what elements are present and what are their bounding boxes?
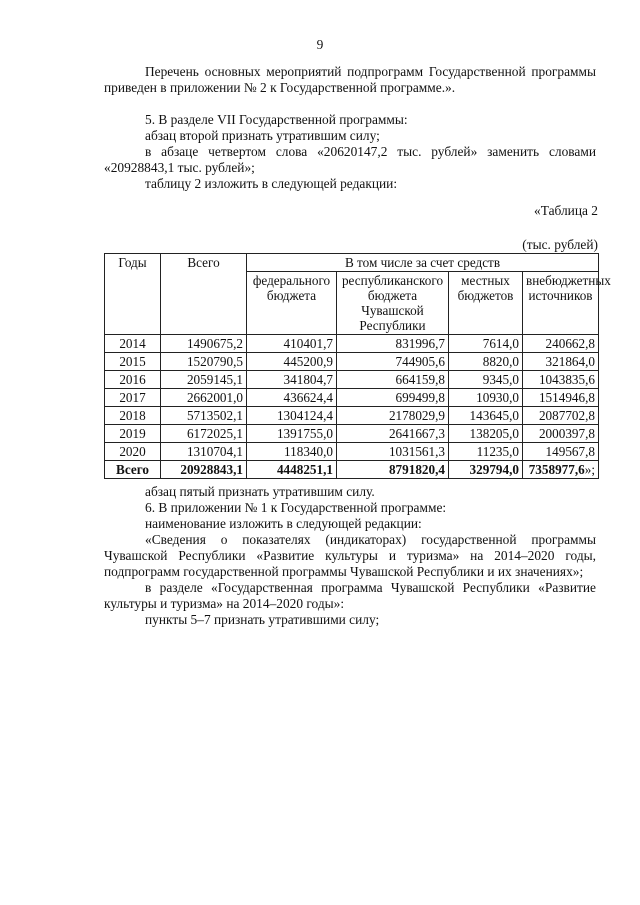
cell-republic: 2641667,3 — [337, 425, 449, 443]
section-6-item-b: «Сведения о показателях (индикаторах) государственной программы Чувашской Республики «Развитие культуры и туризма» на 2014–2020 годы, подпрограмм государственной программы Чувашской Республики и их значениях»; — [104, 532, 596, 579]
closing-quote: »; — [584, 462, 595, 477]
header-years: Годы — [105, 254, 161, 335]
cell-republic: 2178029,9 — [337, 407, 449, 425]
section-5-item-c: таблицу 2 изложить в следующей редакции: — [145, 176, 398, 191]
cell-federal: 4448251,1 — [247, 461, 337, 479]
cell-local: 7614,0 — [449, 335, 523, 353]
section-5-item-b: в абзаце четвертом слова «20620147,2 тыс. рублей» заменить словами «20928843,1 тыс. рублей»; — [104, 144, 596, 175]
table-row — [105, 353, 599, 371]
section-5-heading: 5. В разделе VII Государственной программы: — [145, 112, 408, 127]
section-5-item-a: абзац второй признать утратившим силу; — [145, 128, 380, 143]
header-republic: республиканского бюджета Чувашской Республики — [337, 272, 449, 335]
cell-federal: 1304124,4 — [247, 407, 337, 425]
table-row — [105, 371, 599, 389]
cell-federal: 341804,7 — [247, 371, 337, 389]
cell-total: 1520790,5 — [161, 353, 247, 371]
cell-republic: 699499,8 — [337, 389, 449, 407]
budget-table — [104, 253, 611, 479]
cell-offbudget: 149567,8 — [523, 443, 599, 461]
table-row — [105, 335, 599, 353]
cell-local: 9345,0 — [449, 371, 523, 389]
cell-offbudget: 2087702,8 — [523, 407, 599, 425]
cell-total: 1490675,2 — [161, 335, 247, 353]
header-local: местных бюджетов — [449, 272, 523, 335]
cell-local: 11235,0 — [449, 443, 523, 461]
section-6-item-c: в разделе «Государственная программа Чувашской Республики «Развитие культуры и туризма» на 2014–2020 годы»: — [104, 580, 596, 611]
table-label: «Таблица 2 — [534, 203, 598, 218]
cell-republic: 831996,7 — [337, 335, 449, 353]
cell-total: 2059145,1 — [161, 371, 247, 389]
cell-offbudget-total — [523, 461, 599, 479]
cell-local: 138205,0 — [449, 425, 523, 443]
table-row — [105, 407, 599, 425]
cell-year: 2020 — [105, 443, 161, 461]
cell-republic: 664159,8 — [337, 371, 449, 389]
header-including: В том числе за счет средств — [247, 254, 599, 272]
cell-year: 2017 — [105, 389, 161, 407]
intro-block — [104, 64, 596, 96]
cell-year: 2014 — [105, 335, 161, 353]
section-6-block — [104, 484, 596, 628]
section-6-item-a: наименование изложить в следующей редакции: — [145, 516, 422, 531]
cell-republic: 8791820,4 — [337, 461, 449, 479]
cell-offbudget: 321864,0 — [523, 353, 599, 371]
cell-local: 329794,0 — [449, 461, 523, 479]
cell-local: 143645,0 — [449, 407, 523, 425]
section-5-block — [104, 112, 596, 192]
cell-federal: 118340,0 — [247, 443, 337, 461]
table-units: (тыс. рублей) — [522, 237, 598, 252]
cell-year: 2016 — [105, 371, 161, 389]
cell-republic: 1031561,3 — [337, 443, 449, 461]
cell-federal: 1391755,0 — [247, 425, 337, 443]
header-federal: федерального бюджета — [247, 272, 337, 335]
cell-year: Всего — [105, 461, 161, 479]
cell-federal: 436624,4 — [247, 389, 337, 407]
header-total: Всего — [161, 254, 247, 335]
cell-total: 6172025,1 — [161, 425, 247, 443]
page-number: 9 — [316, 37, 324, 52]
cell-year: 2015 — [105, 353, 161, 371]
intro-paragraph: Перечень основных мероприятий подпрограмм Государственной программы приведен в приложении № 2 к Государственной программе.». — [104, 64, 596, 95]
cell-total: 20928843,1 — [161, 461, 247, 479]
cell-offbudget: 1514946,8 — [523, 389, 599, 407]
cell-offbudget: 240662,8 — [523, 335, 599, 353]
cell-total: 5713502,1 — [161, 407, 247, 425]
cell-year: 2019 — [105, 425, 161, 443]
table-total-row — [105, 461, 599, 479]
cell-offbudget: 1043835,6 — [523, 371, 599, 389]
table-row — [105, 425, 599, 443]
header-offbudget: внебюджетных источников — [523, 272, 599, 335]
cell-local: 10930,0 — [449, 389, 523, 407]
cell-year: 2018 — [105, 407, 161, 425]
cell-total: 2662001,0 — [161, 389, 247, 407]
table-row — [105, 443, 599, 461]
cell-offbudget: 7358977,6 — [528, 462, 585, 477]
after-table-paragraph: абзац пятый признать утратившим силу. — [145, 484, 375, 499]
cell-federal: 410401,7 — [247, 335, 337, 353]
cell-total: 1310704,1 — [161, 443, 247, 461]
table-row — [105, 389, 599, 407]
section-6-item-d: пункты 5–7 признать утратившими силу; — [145, 612, 380, 627]
cell-republic: 744905,6 — [337, 353, 449, 371]
section-6-heading: 6. В приложении № 1 к Государственной программе: — [145, 500, 447, 515]
cell-local: 8820,0 — [449, 353, 523, 371]
cell-federal: 445200,9 — [247, 353, 337, 371]
cell-offbudget: 2000397,8 — [523, 425, 599, 443]
